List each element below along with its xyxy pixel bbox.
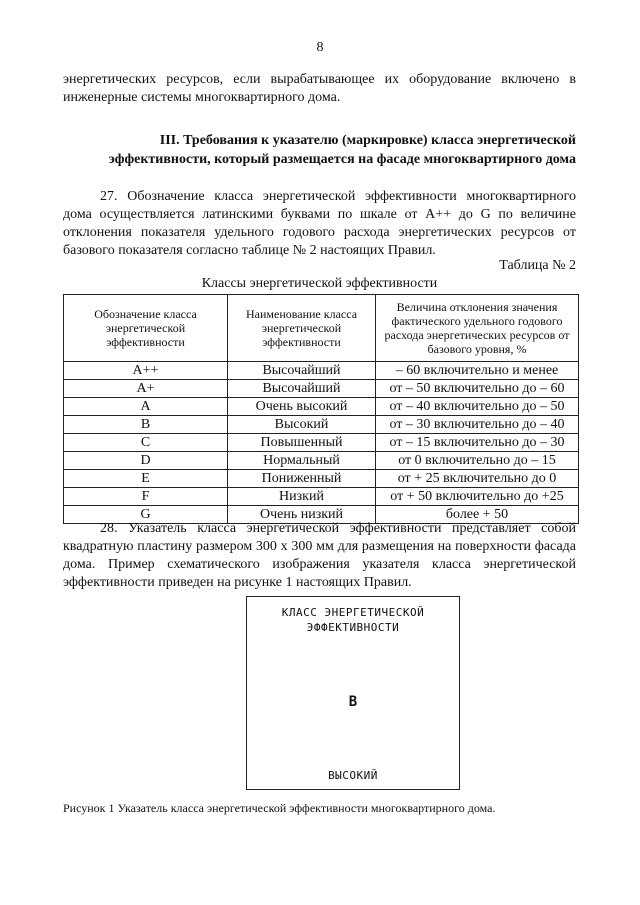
sign-class-name: ВЫСОКИЙ — [328, 769, 378, 782]
class-designation: G — [64, 506, 228, 524]
class-name: Пониженный — [228, 470, 376, 488]
paragraph-28: 28. Указатель класса энергетической эффективности представляет собой квадратную пластину размером 300 x 300 мм для размещения на поверхности фасада дома. Пример схематического изображения указателя класса энергетической эффективности приведен на рисунке 1 настоящих Правил. — [63, 521, 576, 590]
table-header-row — [64, 295, 579, 362]
table-row — [64, 452, 579, 470]
class-deviation: от 0 включительно до – 15 — [376, 452, 579, 470]
sign-title — [247, 605, 459, 635]
class-designation: A++ — [64, 362, 228, 380]
class-designation: A — [64, 398, 228, 416]
class-name: Высочайший — [228, 362, 376, 380]
class-name: Низкий — [228, 488, 376, 506]
class-designation: F — [64, 488, 228, 506]
table-row — [64, 470, 579, 488]
class-name: Очень низкий — [228, 506, 376, 524]
class-deviation: от – 40 включительно до – 50 — [376, 398, 579, 416]
class-name: Высокий — [228, 416, 376, 434]
class-deviation: – 60 включительно и менее — [376, 362, 579, 380]
table-row — [64, 380, 579, 398]
class-deviation: от – 50 включительно до – 60 — [376, 380, 579, 398]
page-number: 8 — [316, 40, 324, 55]
sign-class-letter: B — [348, 694, 358, 710]
figure-caption: Рисунок 1 Указатель класса энергетической эффективности многоквартирного дома. — [63, 801, 496, 815]
class-deviation: от + 25 включительно до 0 — [376, 470, 579, 488]
class-designation: D — [64, 452, 228, 470]
table-title: Классы энергетической эффективности — [201, 276, 438, 291]
class-designation: C — [64, 434, 228, 452]
table-row — [64, 434, 579, 452]
intro-paragraph: энергетических ресурсов, если вырабатывающее их оборудование включено в инженерные системы многоквартирного дома. — [63, 72, 576, 105]
class-name: Нормальный — [228, 452, 376, 470]
class-deviation: более + 50 — [376, 506, 579, 524]
class-name: Высочайший — [228, 380, 376, 398]
class-name: Очень высокий — [228, 398, 376, 416]
energy-class-table — [63, 294, 579, 524]
section-heading: III. Требования к указателю (маркировке) класса энергетической эффективности, который размещается на фасаде многоквартирного дома — [108, 133, 576, 167]
energy-class-sign — [246, 596, 460, 790]
sign-title-line2: ЭФФЕКТИВНОСТИ — [306, 621, 400, 634]
class-designation: B — [64, 416, 228, 434]
paragraph-27: 27. Обозначение класса энергетической эффективности многоквартирного дома осуществляется латинскими буквами по шкале от А++ до G по величине отклонения показателя удельного годового расхода энергетических ресурсов от базового показателя согласно таблице № 2 настоящих Правил. — [63, 189, 576, 258]
header-deviation: Величина отклонения значения фактического удельного годового расхода энергетических ресурсов от базового уровня, % — [376, 295, 579, 362]
table-row — [64, 398, 579, 416]
class-designation: E — [64, 470, 228, 488]
table-label: Таблица № 2 — [499, 258, 576, 273]
class-deviation: от + 50 включительно до +25 — [376, 488, 579, 506]
header-class-designation: Обозначение класса энергетической эффективности — [64, 295, 228, 362]
header-class-name: Наименование класса энергетической эффективности — [228, 295, 376, 362]
sign-title-line1: КЛАСС ЭНЕРГЕТИЧЕСКОЙ — [281, 606, 425, 619]
table-row — [64, 488, 579, 506]
table-row — [64, 362, 579, 380]
class-deviation: от – 15 включительно до – 30 — [376, 434, 579, 452]
table-row — [64, 416, 579, 434]
class-name: Повышенный — [228, 434, 376, 452]
class-deviation: от – 30 включительно до – 40 — [376, 416, 579, 434]
class-designation: A+ — [64, 380, 228, 398]
